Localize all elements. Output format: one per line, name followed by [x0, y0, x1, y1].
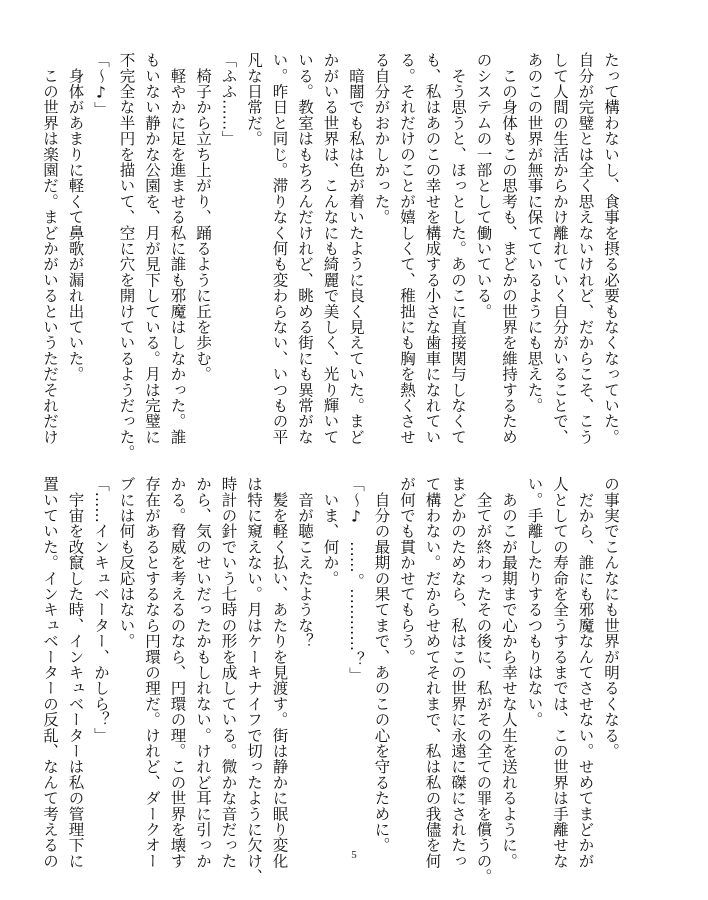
text-line: たって構わないし、食事を摂る必要もなくなっていた。 [602, 52, 620, 445]
text-line: も、私はあのこの幸せを構成する小さな歯車になれてい [423, 52, 442, 445]
text-line: い。手離したりするつもりはない。 [525, 476, 544, 728]
text-line: い。昨日と同じ。滞りなく何も変わらない、いつもの平 [270, 52, 289, 445]
text-line: 置いていた。インキュベーターの反乱、なんて考えるの [41, 476, 59, 869]
page-number: 5 [351, 849, 357, 861]
text-line: の事実でこんなにも世界が明るくなる。 [602, 476, 620, 759]
text-line: が何でも貫かせてもらう。 [398, 476, 416, 665]
text-line: いる。教室はもちろんだけれど、眺める街にも異常がな [296, 52, 314, 445]
text-line: いま、何か。 [321, 476, 340, 586]
text-line: 凡な日常だ。 [245, 52, 263, 147]
text-line: 「〜♪」 [92, 52, 110, 118]
text-line: この身体もこの思考も、まどかの世界を維持するため [500, 52, 518, 445]
text-line: 「……インキュベーター、かしら？」 [92, 476, 110, 743]
text-line: から、気のせいだったかもしれない。けれど耳に引っか [194, 476, 212, 869]
upper-text-block [41, 52, 623, 461]
text-line: 時計の針でいう七時の形を成している。微かな音だった [219, 476, 238, 869]
text-line: 自分が完璧とは全く思えないけれど、だからこそ、こう [576, 52, 595, 445]
text-line: あのこの世界が無事に保てているようにも思えた。 [525, 52, 544, 414]
text-line: 音が聴こえたような？ [296, 476, 314, 649]
text-line: かる。脅威を考えるのなら、円環の理。この世界を壊す [168, 476, 187, 869]
text-line: もいない静かな公園を、月が見下している。月は完璧に [143, 52, 161, 445]
text-line: る。それだけのことが嬉しくて、稚拙にも胸を熱くさせ [398, 52, 416, 445]
lower-text-block [41, 476, 623, 885]
text-line: 身体があまりに軽くて鼻歌が漏れ出ていた。 [66, 52, 85, 382]
text-line: 椅子から立ち上がり、踊るように丘を歩む。 [194, 52, 212, 382]
text-line: ブには何も反応はない。 [117, 476, 136, 649]
text-line: まどかのためなら、私はこの世界に永遠に磔にされたっ [449, 476, 467, 869]
text-line: 存在があるとするなら円環の理だ。けれど、ダークオー [143, 476, 161, 869]
text-line: かがいる世界は、こんなにも綺麗で美しく、光り輝いて [321, 52, 340, 445]
text-line: この世界は楽園だ。まどかがいるというただそれだけ [41, 52, 59, 445]
text-line: そう思うと、ほっとした。あのこに直接関与しなくて [449, 52, 467, 445]
text-line: して人間の生活からかけ離れていく自分がいることで、 [551, 52, 569, 445]
text-line: のシステムの一部として働いている。 [474, 52, 493, 319]
text-line: だから、誰にも邪魔なんてさせない。せめてまどかが [576, 476, 595, 869]
text-line: 「〜♪ ……。…………？」 [347, 476, 365, 683]
text-line: て構わない。だからせめてそれまで、私は私の我儘を何 [423, 476, 442, 869]
text-line: 髪を軽く払い、あたりを見渡す。街は静かに眠り変化 [270, 476, 289, 869]
text-line: 軽やかに足を進ませる私に誰も邪魔はしなかった。誰 [168, 52, 187, 445]
text-line: 全てが終わったその後に、私がその全ての罪を償うの。 [474, 476, 493, 885]
text-line: 暗闇でも私は色が着いたように良く見えていた。まど [347, 52, 365, 445]
text-line: る自分がおかしかった。 [372, 52, 391, 225]
text-line: あのこが最期まで心から幸せな人生を送れるように。 [500, 476, 518, 869]
text-line: 不完全な半円を描いて、空に穴を開けているようだった。 [117, 52, 136, 461]
text-line: 人としての寿命を全うするまでは、この世界は手離せな [551, 476, 569, 869]
text-line: 自分の最期の果てまで、あのこの心を守るために。 [372, 476, 391, 853]
text-line: は特に窺えない。月はケーキナイフで切ったように欠け、 [245, 476, 263, 885]
text-line: 「ふふ……」 [219, 52, 238, 147]
text-line: 宇宙を改竄した時、インキュベーターは私の管理下に [66, 476, 85, 869]
